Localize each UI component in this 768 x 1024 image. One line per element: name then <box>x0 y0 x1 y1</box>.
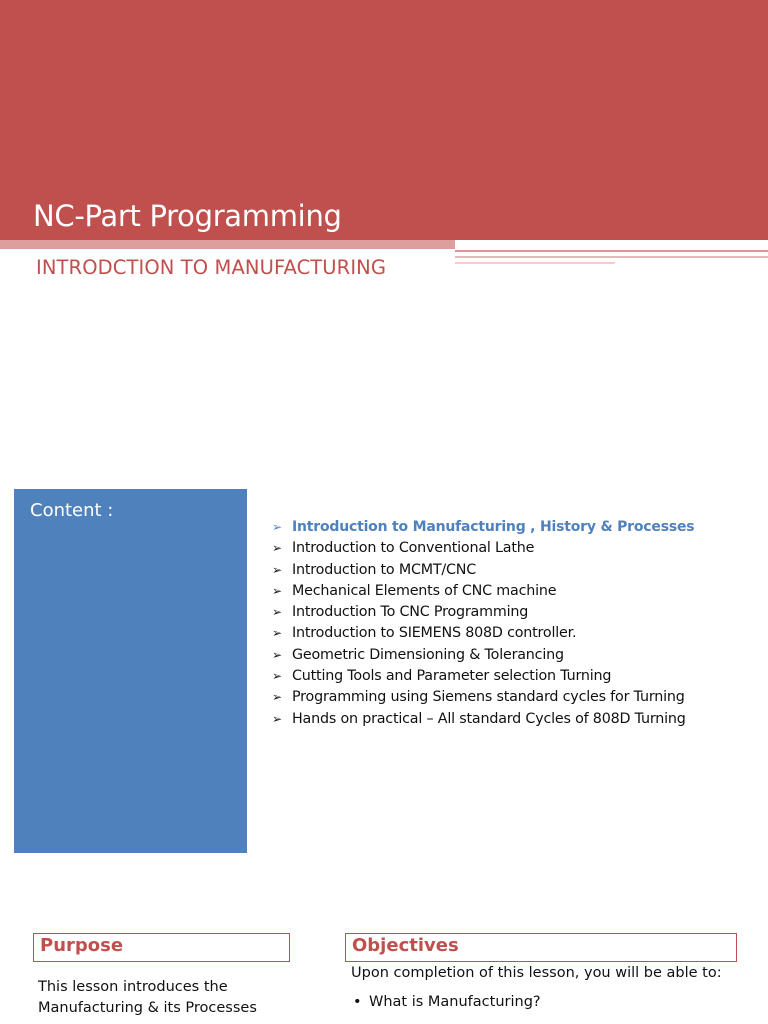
list-item <box>272 623 694 644</box>
purpose-label: Purpose <box>40 935 124 956</box>
arrow-bullet-icon: ➢ <box>272 541 282 556</box>
list-item-text: Introduction to SIEMENS 808D controller. <box>292 625 577 642</box>
purpose-line: Manufacturing & its Processes <box>38 1000 257 1016</box>
arrow-bullet-icon: ➢ <box>272 690 282 705</box>
list-item-text: Mechanical Elements of CNC machine <box>292 582 557 599</box>
list-item <box>272 560 694 581</box>
objectives-intro: Upon completion of this lesson, you will be able to: <box>351 965 722 981</box>
list-item <box>272 666 694 687</box>
objective-item <box>353 994 541 1010</box>
objectives-box <box>345 933 737 962</box>
content-panel <box>14 489 247 853</box>
list-item-text: Geometric Dimensioning & Tolerancing <box>292 646 564 663</box>
arrow-bullet-icon: ➢ <box>272 669 282 684</box>
list-item-text: Introduction to Conventional Lathe <box>292 540 535 557</box>
decor-line <box>455 256 768 258</box>
content-heading: Content : <box>30 500 114 521</box>
decor-line <box>455 244 768 246</box>
purpose-line: This lesson introduces the <box>38 979 228 995</box>
content-slide <box>0 432 768 860</box>
objectives-slide <box>0 864 768 1024</box>
list-item-text: Hands on practical – All standard Cycles of 808D Turning <box>292 710 686 727</box>
list-item <box>272 538 694 559</box>
list-item-text: Introduction to MCMT/CNC <box>292 561 477 578</box>
slide-title: NC-Part Programming <box>33 199 342 233</box>
arrow-bullet-icon: ➢ <box>272 583 282 598</box>
decor-line <box>455 262 615 264</box>
list-item <box>272 645 694 666</box>
list-item-text: Introduction To CNC Programming <box>292 604 529 621</box>
arrow-bullet-icon: ➢ <box>272 562 282 577</box>
arrow-bullet-icon: ➢ <box>272 520 282 534</box>
list-item-text: Introduction to Manufacturing , History & Processes <box>292 519 695 535</box>
arrow-bullet-icon: ➢ <box>272 605 282 620</box>
list-item <box>272 687 694 708</box>
decor-line <box>455 250 768 252</box>
list-item-text: Cutting Tools and Parameter selection Turning <box>292 668 612 685</box>
arrow-bullet-icon: ➢ <box>272 647 282 662</box>
title-slide <box>0 0 768 432</box>
purpose-text <box>38 977 298 1019</box>
objectives-label: Objectives <box>352 935 459 956</box>
slide-subtitle: INTRODCTION TO MANUFACTURING <box>36 256 387 279</box>
arrow-bullet-icon: ➢ <box>272 711 282 726</box>
bullet-icon: • <box>353 994 362 1010</box>
list-item <box>272 517 694 538</box>
title-band <box>0 240 455 249</box>
list-item <box>272 709 694 730</box>
content-list <box>272 517 694 730</box>
purpose-box <box>33 933 290 962</box>
list-item <box>272 602 694 623</box>
objective-text: What is Manufacturing? <box>369 994 541 1010</box>
list-item-text: Programming using Siemens standard cycles for Turning <box>292 689 685 706</box>
arrow-bullet-icon: ➢ <box>272 626 282 641</box>
list-item <box>272 581 694 602</box>
